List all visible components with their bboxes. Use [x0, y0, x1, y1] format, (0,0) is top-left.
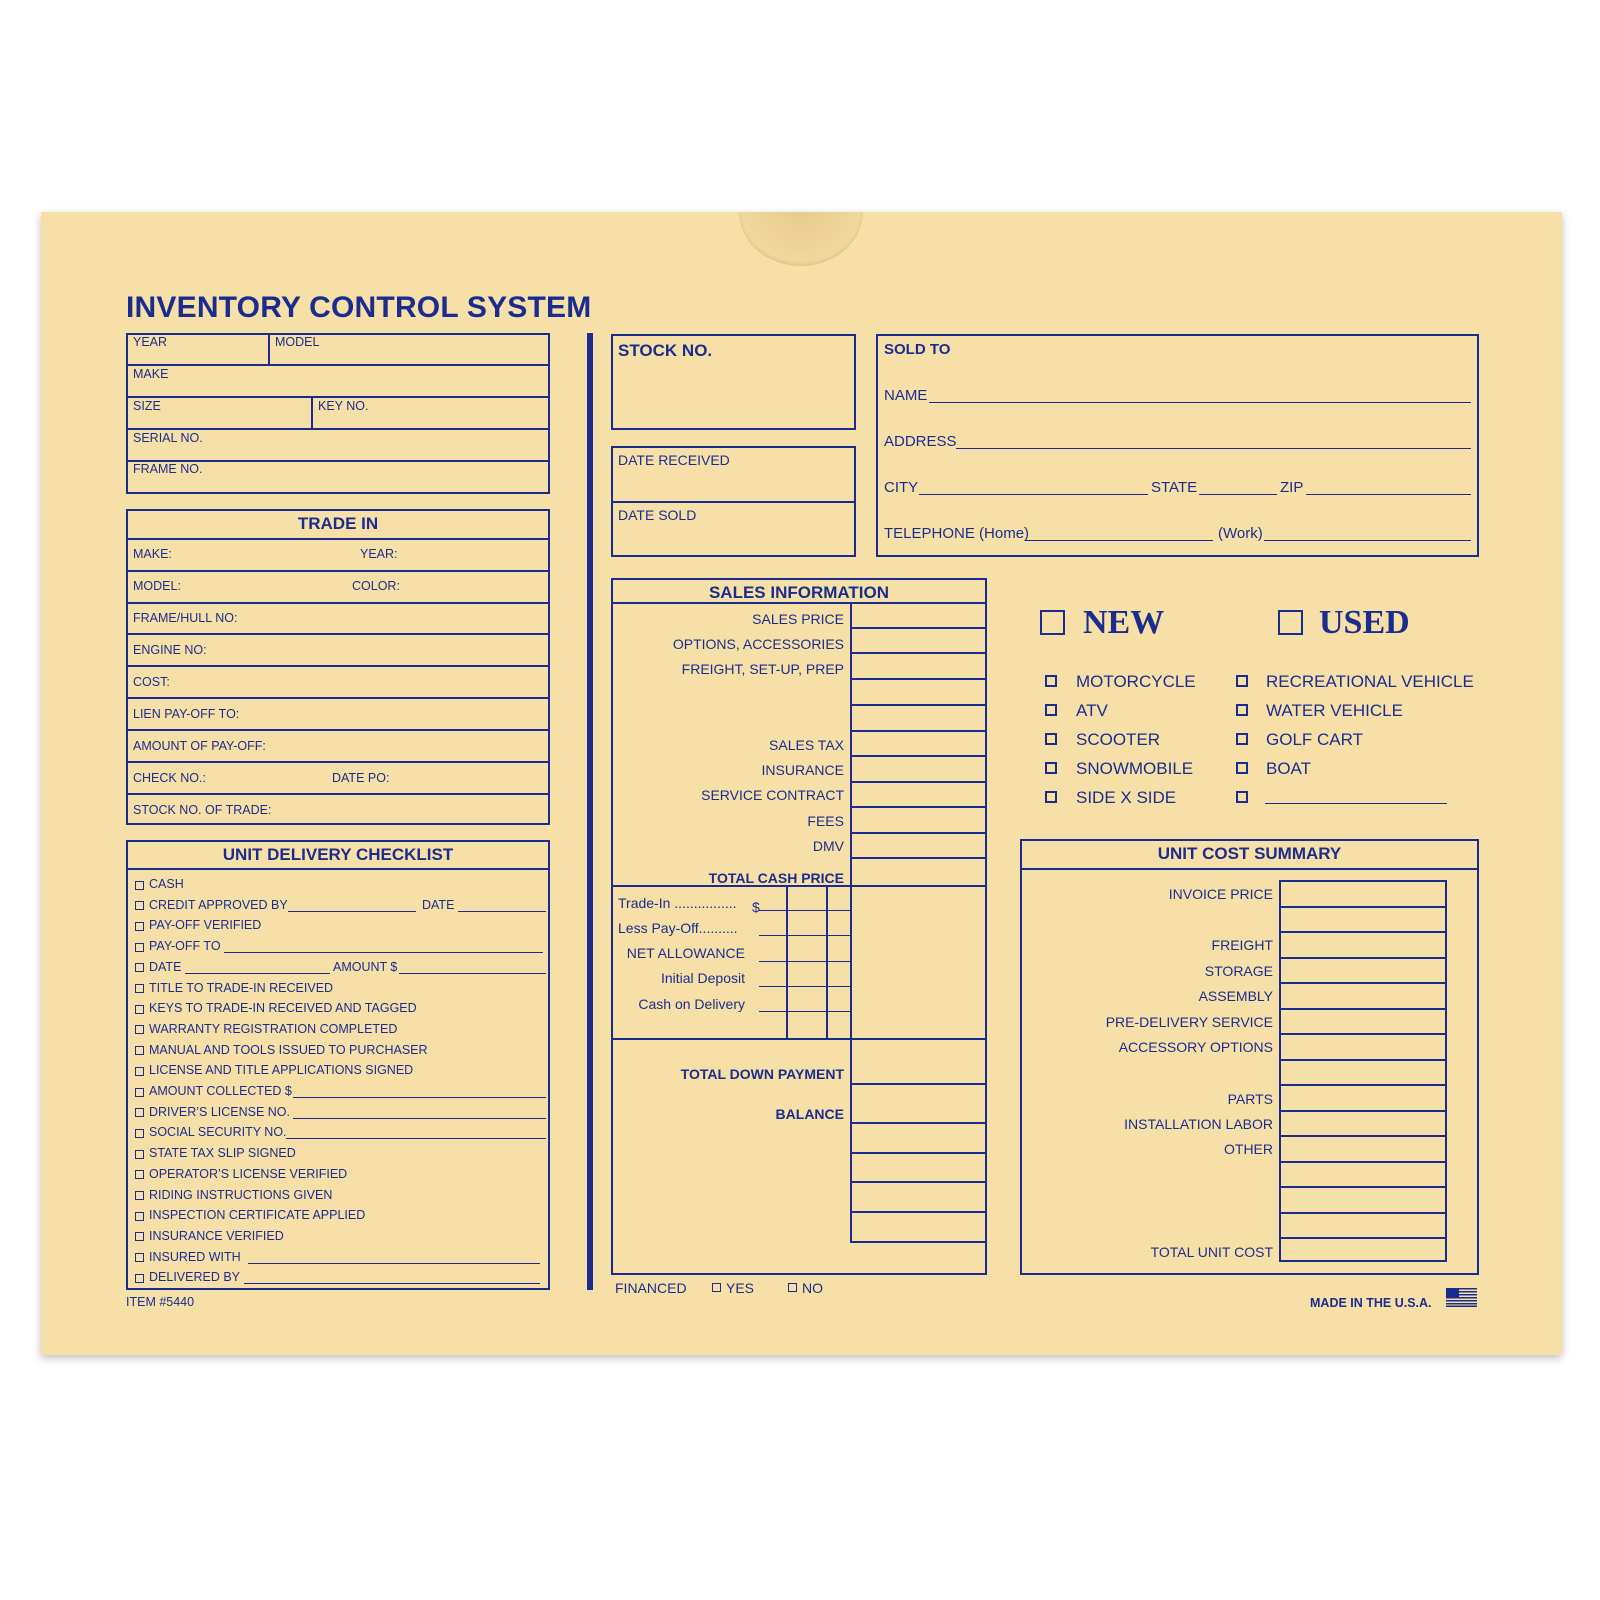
checklist-item-label: INSURANCE VERIFIED	[149, 1228, 284, 1243]
trade-frame-label: FRAME/HULL NO:	[133, 611, 238, 625]
us-flag-icon	[1446, 1288, 1477, 1307]
checklist-checkbox[interactable]	[135, 1170, 144, 1179]
other-cost-label: OTHER	[1224, 1141, 1273, 1157]
checklist-item-label: MANUAL AND TOOLS ISSUED TO PURCHASER	[149, 1042, 428, 1057]
trade-model-label: MODEL:	[133, 579, 181, 593]
vehicle-type-checkbox[interactable]	[1236, 733, 1248, 745]
cost-amount-line	[1279, 1186, 1447, 1188]
vehicle-type-label: GOLF CART	[1266, 730, 1363, 749]
vehicle-type-checkbox[interactable]	[1045, 733, 1057, 745]
initial-deposit-label: Initial Deposit	[660, 970, 745, 986]
assembly-label: ASSEMBLY	[1198, 988, 1273, 1004]
checklist-checkbox[interactable]	[135, 1025, 144, 1034]
checklist-fill-line[interactable]	[248, 1263, 540, 1264]
checklist-checkbox[interactable]	[135, 963, 144, 972]
checklist-item-label: RIDING INSTRUCTIONS GIVEN	[149, 1187, 333, 1202]
trade-stock-label: STOCK NO. OF TRADE:	[133, 803, 272, 817]
checklist-item-label: STATE TAX SLIP SIGNED	[149, 1146, 296, 1161]
vehicle-type-label: ATV	[1076, 701, 1108, 720]
freight-cost-label: FREIGHT	[1211, 937, 1273, 953]
home-phone-field[interactable]	[1025, 540, 1213, 541]
cost-amount-line	[1279, 1110, 1447, 1112]
installation-labor-label: INSTALLATION LABOR	[1124, 1116, 1273, 1132]
checklist-checkbox[interactable]	[135, 1274, 144, 1283]
city-label: CITY	[884, 479, 919, 496]
financed-yes-label: YES	[726, 1280, 755, 1296]
trade-color-label: COLOR:	[352, 579, 400, 593]
item-number: ITEM #5440	[126, 1295, 195, 1309]
checklist-checkbox[interactable]	[135, 1253, 144, 1262]
trade-year-label: YEAR:	[360, 547, 398, 561]
trade-lien-label: LIEN PAY-OFF TO:	[133, 707, 240, 721]
cost-amount-line	[1279, 982, 1447, 984]
checklist-heading: UNIT DELIVERY CHECKLIST	[222, 845, 454, 864]
vertical-divider	[587, 333, 593, 1290]
date-sold-label: DATE SOLD	[618, 507, 697, 523]
key-no-label: KEY NO.	[318, 399, 369, 413]
state-label: STATE	[1151, 479, 1198, 496]
insurance-label: INSURANCE	[761, 762, 844, 778]
trade-cost-label: COST:	[133, 675, 170, 689]
zip-label: ZIP	[1280, 479, 1304, 496]
work-label: (Work)	[1218, 525, 1263, 542]
checklist-item-label: LICENSE AND TITLE APPLICATIONS SIGNED	[149, 1063, 414, 1078]
dmv-label: DMV	[812, 838, 844, 854]
trade-check-no-label: CHECK NO.:	[133, 771, 206, 785]
trade-in-heading: TRADE IN	[297, 514, 379, 533]
vehicle-type-label: RECREATIONAL VEHICLE	[1266, 672, 1474, 691]
checklist-item-label: AMOUNT COLLECTED $	[149, 1084, 292, 1098]
checklist-checkbox[interactable]	[135, 1046, 144, 1055]
service-contract-label: SERVICE CONTRACT	[701, 787, 844, 803]
options-label: OPTIONS, ACCESSORIES	[672, 636, 844, 652]
cost-amount-line	[1279, 906, 1447, 908]
vehicle-type-checkbox[interactable]	[1236, 791, 1248, 803]
invoice-price-label: INVOICE PRICE	[1168, 886, 1273, 902]
vehicle-type-label: SNOWMOBILE	[1076, 759, 1194, 778]
freight-setup-label: FREIGHT, SET-UP, PREP	[681, 661, 844, 677]
vehicle-type-checkbox[interactable]	[1236, 704, 1248, 716]
checklist-item-label: INSPECTION CERTIFICATE APPLIED	[149, 1208, 366, 1223]
frame-no-label: FRAME NO.	[133, 462, 203, 476]
checklist-item-label: PAY-OFF VERIFIED	[149, 918, 262, 933]
form-title: INVENTORY CONTROL SYSTEM	[126, 291, 592, 324]
checklist-item-label: SOCIAL SECURITY NO.	[149, 1125, 287, 1140]
checklist-item-label: CASH	[149, 877, 184, 891]
city-field[interactable]	[919, 494, 1148, 495]
sales-amount-line	[850, 678, 987, 680]
sales-amount-line	[850, 652, 987, 654]
checklist-fill-line[interactable]	[293, 1118, 546, 1119]
sales-amount-line	[850, 627, 987, 629]
financed-label: FINANCED	[615, 1280, 687, 1296]
make-label: MAKE	[133, 367, 169, 381]
dollar-sign: $	[752, 899, 760, 915]
checklist-checkbox[interactable]	[135, 881, 144, 890]
net-allowance-label: NET ALLOWANCE	[626, 945, 745, 961]
used-label: USED	[1319, 604, 1410, 641]
checklist-checkbox[interactable]	[135, 901, 144, 910]
stock-no-label: STOCK NO.	[618, 341, 713, 360]
sold-to-heading: SOLD TO	[884, 341, 951, 358]
vehicle-type-label: BOAT	[1266, 759, 1312, 778]
checklist-item-label: DRIVER’S LICENSE NO.	[149, 1104, 291, 1119]
checklist-checkbox[interactable]	[135, 1212, 144, 1221]
checklist-item-label: DELIVERED BY	[149, 1270, 241, 1285]
zip-field[interactable]	[1306, 494, 1471, 495]
telephone-label: TELEPHONE (Home)	[884, 525, 1030, 542]
checklist-item-label: KEYS TO TRADE-IN RECEIVED AND TAGGED	[149, 1001, 417, 1016]
sales-amount-line	[850, 755, 987, 757]
total-cash-price-label: TOTAL CASH PRICE	[708, 870, 844, 886]
size-label: SIZE	[133, 399, 161, 413]
total-down-payment-label: TOTAL DOWN PAYMENT	[680, 1066, 844, 1082]
cost-amount-line	[1279, 1212, 1447, 1214]
vehicle-type-checkbox[interactable]	[1045, 675, 1057, 687]
trade-make-label: MAKE:	[133, 547, 172, 561]
checklist-fill-line[interactable]	[185, 973, 330, 974]
other-vehicle-field[interactable]	[1265, 803, 1447, 804]
year-label: YEAR	[133, 335, 168, 349]
checklist-checkbox[interactable]	[135, 1005, 144, 1014]
checklist-item-label: DATE	[149, 959, 182, 974]
checklist-fill-line[interactable]	[293, 1097, 546, 1098]
vehicle-type-checkbox[interactable]	[1236, 762, 1248, 774]
vehicle-type-label: WATER VEHICLE	[1266, 701, 1403, 720]
trade-in-row-label: Trade-In ................	[618, 895, 737, 911]
vehicle-type-checkbox[interactable]	[1236, 675, 1248, 687]
cost-amount-column	[1279, 880, 1447, 1262]
made-in-usa: MADE IN THE U.S.A.	[1310, 1296, 1432, 1310]
pre-delivery-label: PRE-DELIVERY SERVICE	[1105, 1014, 1273, 1030]
cost-amount-line	[1279, 1008, 1447, 1010]
checklist-checkbox[interactable]	[135, 1088, 144, 1097]
checklist-item-label: OPERATOR’S LICENSE VERIFIED	[149, 1166, 348, 1181]
vehicle-type-label: SIDE X SIDE	[1076, 788, 1177, 807]
state-field[interactable]	[1199, 494, 1277, 495]
sales-price-label: SALES PRICE	[752, 611, 844, 627]
cash-on-delivery-label: Cash on Delivery	[638, 996, 745, 1012]
trade-engine-label: ENGINE NO:	[133, 643, 207, 657]
cost-summary-heading: UNIT COST SUMMARY	[1157, 844, 1342, 863]
serial-no-label: SERIAL NO.	[133, 431, 203, 445]
checklist-checkbox[interactable]	[135, 1150, 144, 1159]
checklist-item-label: INSURED WITH	[149, 1249, 241, 1264]
sales-amount-line	[850, 781, 987, 783]
cost-amount-line	[1279, 1161, 1447, 1163]
accessory-options-label: ACCESSORY OPTIONS	[1118, 1039, 1273, 1055]
storage-label: STORAGE	[1204, 963, 1273, 979]
sales-amount-line	[850, 806, 987, 808]
cost-amount-line	[1279, 1135, 1447, 1137]
checklist-fill-line[interactable]	[458, 911, 546, 912]
cost-amount-line	[1279, 1059, 1447, 1061]
checklist-fill-line[interactable]	[399, 973, 546, 974]
used-checkbox[interactable]	[1278, 610, 1303, 635]
address-field[interactable]	[956, 448, 1471, 449]
financed-yes-checkbox[interactable]	[712, 1283, 721, 1292]
checklist-checkbox[interactable]	[135, 1232, 144, 1241]
vehicle-type-checkbox[interactable]	[1045, 791, 1057, 803]
credit-date-label: DATE	[422, 897, 455, 912]
checklist-item-label: TITLE TO TRADE-IN RECEIVED	[149, 980, 334, 995]
balance-label: BALANCE	[775, 1106, 844, 1122]
vehicle-type-checkbox[interactable]	[1045, 704, 1057, 716]
checklist-fill-line[interactable]	[288, 911, 416, 912]
cost-amount-line	[1279, 1084, 1447, 1086]
checklist-checkbox[interactable]	[135, 943, 144, 952]
checklist-checkbox[interactable]	[135, 984, 144, 993]
less-payoff-label: Less Pay-Off..........	[618, 920, 738, 936]
sold-to-box	[876, 334, 1479, 557]
date-received-label: DATE RECEIVED	[618, 452, 730, 468]
checklist-item-label: CREDIT APPROVED BY	[149, 897, 288, 912]
financed-no-label: NO	[802, 1280, 823, 1296]
checklist-checkbox[interactable]	[135, 1129, 144, 1138]
model-label: MODEL	[275, 335, 320, 349]
checklist-checkbox[interactable]	[135, 1108, 144, 1117]
cost-amount-line	[1279, 1033, 1447, 1035]
checklist-checkbox[interactable]	[135, 1191, 144, 1200]
new-label: NEW	[1083, 604, 1165, 641]
financed-no-checkbox[interactable]	[788, 1283, 797, 1292]
checklist-item-label: WARRANTY REGISTRATION COMPLETED	[149, 1021, 398, 1036]
sales-amount-line	[850, 832, 987, 834]
checklist-checkbox[interactable]	[135, 1067, 144, 1076]
sales-amount-line	[850, 704, 987, 706]
vehicle-type-label: MOTORCYCLE	[1076, 672, 1196, 691]
work-phone-field[interactable]	[1264, 540, 1471, 541]
total-unit-cost-label: TOTAL UNIT COST	[1150, 1244, 1273, 1260]
sales-info-heading: SALES INFORMATION	[708, 583, 890, 602]
amount-label: AMOUNT $	[333, 959, 398, 974]
vehicle-type-label: SCOOTER	[1076, 730, 1161, 749]
new-checkbox[interactable]	[1040, 610, 1065, 635]
sales-amount-line	[850, 730, 987, 732]
trade-date-po-label: DATE PO:	[332, 771, 390, 785]
sales-tax-label: SALES TAX	[769, 737, 844, 753]
name-label: NAME	[884, 387, 928, 404]
fees-label: FEES	[807, 813, 844, 829]
cost-amount-line	[1279, 957, 1447, 959]
trade-amount-payoff-label: AMOUNT OF PAY-OFF:	[133, 739, 266, 753]
address-label: ADDRESS	[884, 433, 957, 450]
name-field[interactable]	[929, 402, 1471, 403]
checklist-item-label: PAY-OFF TO	[149, 939, 221, 954]
cost-amount-line	[1279, 931, 1447, 933]
checklist-fill-line[interactable]	[244, 1283, 540, 1284]
parts-label: PARTS	[1227, 1091, 1273, 1107]
checklist-checkbox[interactable]	[135, 922, 144, 931]
checklist-fill-line[interactable]	[224, 952, 543, 953]
vehicle-type-checkbox[interactable]	[1045, 762, 1057, 774]
cost-amount-line	[1279, 1237, 1447, 1239]
sales-amount-line	[850, 857, 987, 859]
checklist-fill-line[interactable]	[286, 1138, 546, 1139]
